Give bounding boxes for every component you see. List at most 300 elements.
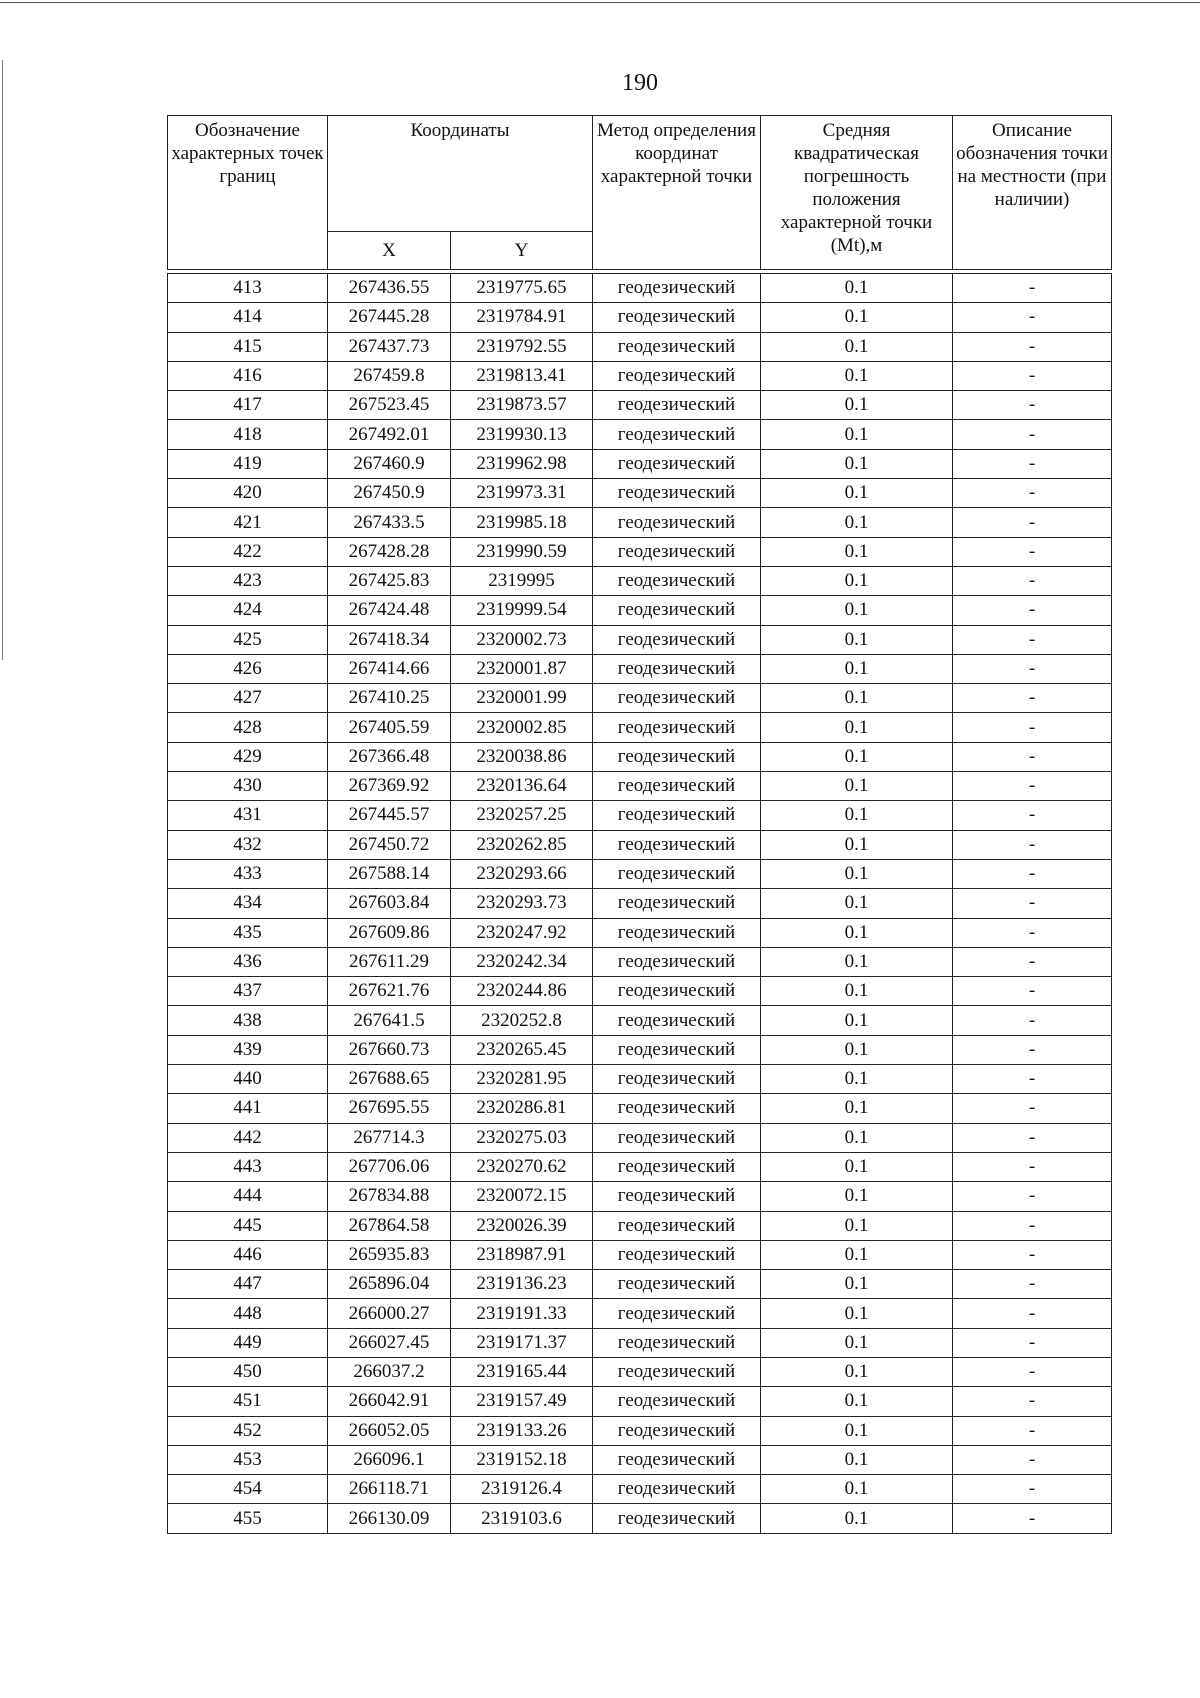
- cell-y: 2320281.95: [451, 1065, 593, 1094]
- cell-error: 0.1: [761, 508, 953, 537]
- cell-method: геодезический: [593, 449, 761, 478]
- table-row: [168, 947, 1112, 976]
- table-row: [168, 918, 1112, 947]
- cell-method: геодезический: [593, 889, 761, 918]
- cell-x: 267459.8: [328, 361, 451, 390]
- cell-x: 267436.55: [328, 274, 451, 303]
- cell-description: -: [953, 508, 1112, 537]
- cell-y: 2319999.54: [451, 596, 593, 625]
- cell-y: 2320265.45: [451, 1035, 593, 1064]
- table-row: [168, 625, 1112, 654]
- table-row: [168, 391, 1112, 420]
- cell-point: 435: [168, 918, 328, 947]
- cell-y: 2320242.34: [451, 947, 593, 976]
- cell-x: 267460.9: [328, 449, 451, 478]
- cell-y: 2318987.91: [451, 1240, 593, 1269]
- cell-error: 0.1: [761, 713, 953, 742]
- cell-method: геодезический: [593, 772, 761, 801]
- table-row: [168, 1035, 1112, 1064]
- cell-point: 446: [168, 1240, 328, 1269]
- cell-error: 0.1: [761, 1035, 953, 1064]
- cell-error: 0.1: [761, 1387, 953, 1416]
- cell-y: 2319873.57: [451, 391, 593, 420]
- cell-point: 425: [168, 625, 328, 654]
- cell-point: 450: [168, 1357, 328, 1386]
- cell-x: 266096.1: [328, 1445, 451, 1474]
- cell-method: геодезический: [593, 801, 761, 830]
- cell-description: -: [953, 479, 1112, 508]
- cell-y: 2320262.85: [451, 830, 593, 859]
- cell-point: 417: [168, 391, 328, 420]
- cell-x: 267366.48: [328, 742, 451, 771]
- table-row: [168, 889, 1112, 918]
- table-row: [168, 684, 1112, 713]
- cell-x: 267492.01: [328, 420, 451, 449]
- table-row: [168, 303, 1112, 332]
- cell-y: 2320072.15: [451, 1182, 593, 1211]
- table-row: [168, 1211, 1112, 1240]
- cell-error: 0.1: [761, 479, 953, 508]
- cell-method: геодезический: [593, 830, 761, 859]
- table-row: [168, 274, 1112, 303]
- cell-description: -: [953, 1211, 1112, 1240]
- cell-error: 0.1: [761, 742, 953, 771]
- cell-description: -: [953, 713, 1112, 742]
- table-row: [168, 1387, 1112, 1416]
- cell-error: 0.1: [761, 977, 953, 1006]
- cell-y: 2320270.62: [451, 1152, 593, 1181]
- cell-description: -: [953, 1094, 1112, 1123]
- cell-method: геодезический: [593, 947, 761, 976]
- cell-point: 437: [168, 977, 328, 1006]
- header-y: Y: [451, 232, 593, 270]
- cell-x: 267414.66: [328, 654, 451, 683]
- cell-method: геодезический: [593, 566, 761, 595]
- cell-description: -: [953, 449, 1112, 478]
- cell-error: 0.1: [761, 361, 953, 390]
- table-row: [168, 1240, 1112, 1269]
- cell-method: геодезический: [593, 1416, 761, 1445]
- cell-y: 2320002.73: [451, 625, 593, 654]
- cell-point: 454: [168, 1475, 328, 1504]
- cell-y: 2320293.73: [451, 889, 593, 918]
- cell-description: -: [953, 654, 1112, 683]
- cell-y: 2319103.6: [451, 1504, 593, 1533]
- cell-description: -: [953, 772, 1112, 801]
- table-row: [168, 801, 1112, 830]
- table-body: [168, 274, 1112, 1534]
- cell-error: 0.1: [761, 391, 953, 420]
- cell-point: 416: [168, 361, 328, 390]
- cell-method: геодезический: [593, 977, 761, 1006]
- cell-error: 0.1: [761, 332, 953, 361]
- cell-method: геодезический: [593, 1182, 761, 1211]
- cell-description: -: [953, 1387, 1112, 1416]
- cell-method: геодезический: [593, 654, 761, 683]
- cell-description: -: [953, 1065, 1112, 1094]
- cell-x: 267603.84: [328, 889, 451, 918]
- cell-y: 2320275.03: [451, 1123, 593, 1152]
- cell-point: 422: [168, 537, 328, 566]
- table-row: [168, 332, 1112, 361]
- cell-point: 423: [168, 566, 328, 595]
- cell-y: 2319157.49: [451, 1387, 593, 1416]
- cell-description: -: [953, 977, 1112, 1006]
- cell-point: 421: [168, 508, 328, 537]
- cell-method: геодезический: [593, 420, 761, 449]
- cell-point: 438: [168, 1006, 328, 1035]
- cell-x: 266037.2: [328, 1357, 451, 1386]
- cell-y: 2319962.98: [451, 449, 593, 478]
- cell-y: 2319152.18: [451, 1445, 593, 1474]
- cell-method: геодезический: [593, 303, 761, 332]
- cell-point: 427: [168, 684, 328, 713]
- cell-error: 0.1: [761, 859, 953, 888]
- table-row: [168, 1270, 1112, 1299]
- cell-description: -: [953, 1006, 1112, 1035]
- table-row: [168, 1475, 1112, 1504]
- cell-method: геодезический: [593, 479, 761, 508]
- cell-point: 449: [168, 1328, 328, 1357]
- cell-point: 431: [168, 801, 328, 830]
- cell-method: геодезический: [593, 508, 761, 537]
- cell-error: 0.1: [761, 625, 953, 654]
- cell-y: 2320038.86: [451, 742, 593, 771]
- cell-error: 0.1: [761, 1006, 953, 1035]
- cell-error: 0.1: [761, 449, 953, 478]
- cell-method: геодезический: [593, 1504, 761, 1533]
- cell-description: -: [953, 361, 1112, 390]
- cell-point: 419: [168, 449, 328, 478]
- table-row: [168, 537, 1112, 566]
- cell-point: 453: [168, 1445, 328, 1474]
- table-row: [168, 654, 1112, 683]
- cell-method: геодезический: [593, 1475, 761, 1504]
- header-coordinates: Координаты: [328, 116, 593, 232]
- table-row: [168, 1152, 1112, 1181]
- cell-x: 266130.09: [328, 1504, 451, 1533]
- cell-point: 441: [168, 1094, 328, 1123]
- cell-y: 2320247.92: [451, 918, 593, 947]
- cell-error: 0.1: [761, 274, 953, 303]
- table-row: [168, 1065, 1112, 1094]
- cell-method: геодезический: [593, 1065, 761, 1094]
- cell-description: -: [953, 274, 1112, 303]
- cell-y: 2319985.18: [451, 508, 593, 537]
- cell-x: 267714.3: [328, 1123, 451, 1152]
- table-row: [168, 449, 1112, 478]
- cell-method: геодезический: [593, 274, 761, 303]
- cell-error: 0.1: [761, 1182, 953, 1211]
- cell-x: 266118.71: [328, 1475, 451, 1504]
- cell-y: 2319126.4: [451, 1475, 593, 1504]
- cell-method: геодезический: [593, 391, 761, 420]
- cell-x: 267433.5: [328, 508, 451, 537]
- cell-error: 0.1: [761, 1445, 953, 1474]
- table-row: [168, 1504, 1112, 1533]
- cell-point: 414: [168, 303, 328, 332]
- cell-error: 0.1: [761, 1328, 953, 1357]
- cell-x: 266042.91: [328, 1387, 451, 1416]
- page-number: 190: [622, 70, 658, 96]
- boundary-points-table: [167, 115, 1112, 1534]
- table-row: [168, 977, 1112, 1006]
- cell-point: 442: [168, 1123, 328, 1152]
- cell-point: 448: [168, 1299, 328, 1328]
- cell-description: -: [953, 1035, 1112, 1064]
- cell-method: геодезический: [593, 332, 761, 361]
- cell-x: 266052.05: [328, 1416, 451, 1445]
- cell-x: 267425.83: [328, 566, 451, 595]
- cell-x: 267864.58: [328, 1211, 451, 1240]
- cell-point: 428: [168, 713, 328, 742]
- cell-method: геодезический: [593, 1328, 761, 1357]
- cell-y: 2320002.85: [451, 713, 593, 742]
- cell-point: 415: [168, 332, 328, 361]
- cell-error: 0.1: [761, 566, 953, 595]
- cell-point: 429: [168, 742, 328, 771]
- cell-method: геодезический: [593, 859, 761, 888]
- cell-description: -: [953, 889, 1112, 918]
- cell-point: 424: [168, 596, 328, 625]
- cell-x: 267369.92: [328, 772, 451, 801]
- cell-error: 0.1: [761, 1065, 953, 1094]
- cell-description: -: [953, 947, 1112, 976]
- cell-description: -: [953, 1123, 1112, 1152]
- cell-y: 2319995: [451, 566, 593, 595]
- cell-method: геодезический: [593, 684, 761, 713]
- cell-method: геодезический: [593, 1211, 761, 1240]
- cell-error: 0.1: [761, 1123, 953, 1152]
- cell-description: -: [953, 918, 1112, 947]
- cell-y: 2320257.25: [451, 801, 593, 830]
- cell-x: 267428.28: [328, 537, 451, 566]
- cell-x: 267695.55: [328, 1094, 451, 1123]
- cell-x: 267706.06: [328, 1152, 451, 1181]
- cell-description: -: [953, 859, 1112, 888]
- cell-method: геодезический: [593, 1299, 761, 1328]
- table-header: [168, 116, 1112, 274]
- cell-error: 0.1: [761, 1416, 953, 1445]
- cell-y: 2320136.64: [451, 772, 593, 801]
- cell-y: 2319165.44: [451, 1357, 593, 1386]
- cell-method: геодезический: [593, 713, 761, 742]
- cell-x: 267418.34: [328, 625, 451, 654]
- cell-x: 267445.28: [328, 303, 451, 332]
- cell-method: геодезический: [593, 1270, 761, 1299]
- cell-method: геодезический: [593, 1094, 761, 1123]
- cell-method: геодезический: [593, 1035, 761, 1064]
- cell-point: 455: [168, 1504, 328, 1533]
- cell-description: -: [953, 1270, 1112, 1299]
- header-description: Описание обозначения точки на местности (при наличии): [953, 116, 1112, 270]
- cell-x: 266000.27: [328, 1299, 451, 1328]
- cell-y: 2319930.13: [451, 420, 593, 449]
- cell-description: -: [953, 830, 1112, 859]
- cell-method: геодезический: [593, 1445, 761, 1474]
- table-row: [168, 859, 1112, 888]
- cell-error: 0.1: [761, 1240, 953, 1269]
- cell-description: -: [953, 1504, 1112, 1533]
- table-row: [168, 420, 1112, 449]
- cell-error: 0.1: [761, 420, 953, 449]
- table-row: [168, 742, 1112, 771]
- cell-x: 266027.45: [328, 1328, 451, 1357]
- table-row: [168, 479, 1112, 508]
- cell-description: -: [953, 1240, 1112, 1269]
- cell-point: 418: [168, 420, 328, 449]
- cell-method: геодезический: [593, 1152, 761, 1181]
- left-edge-line: [2, 60, 3, 660]
- table-row: [168, 566, 1112, 595]
- cell-error: 0.1: [761, 801, 953, 830]
- cell-x: 265896.04: [328, 1270, 451, 1299]
- cell-y: 2319784.91: [451, 303, 593, 332]
- cell-description: -: [953, 625, 1112, 654]
- cell-x: 265935.83: [328, 1240, 451, 1269]
- cell-description: -: [953, 801, 1112, 830]
- cell-error: 0.1: [761, 918, 953, 947]
- table-row: [168, 508, 1112, 537]
- cell-x: 267410.25: [328, 684, 451, 713]
- table-row: [168, 830, 1112, 859]
- cell-y: 2320001.87: [451, 654, 593, 683]
- cell-y: 2319775.65: [451, 274, 593, 303]
- cell-method: геодезический: [593, 361, 761, 390]
- cell-method: геодезический: [593, 742, 761, 771]
- cell-y: 2320026.39: [451, 1211, 593, 1240]
- cell-point: 413: [168, 274, 328, 303]
- cell-point: 433: [168, 859, 328, 888]
- cell-point: 426: [168, 654, 328, 683]
- cell-x: 267424.48: [328, 596, 451, 625]
- cell-y: 2320286.81: [451, 1094, 593, 1123]
- table-row: [168, 361, 1112, 390]
- cell-description: -: [953, 1445, 1112, 1474]
- cell-method: геодезический: [593, 1387, 761, 1416]
- table-row: [168, 1357, 1112, 1386]
- cell-description: -: [953, 742, 1112, 771]
- cell-method: геодезический: [593, 1357, 761, 1386]
- cell-error: 0.1: [761, 889, 953, 918]
- cell-point: 440: [168, 1065, 328, 1094]
- cell-x: 267688.65: [328, 1065, 451, 1094]
- cell-method: геодезический: [593, 1006, 761, 1035]
- cell-point: 444: [168, 1182, 328, 1211]
- cell-x: 267834.88: [328, 1182, 451, 1211]
- cell-point: 451: [168, 1387, 328, 1416]
- cell-description: -: [953, 1416, 1112, 1445]
- cell-description: -: [953, 1328, 1112, 1357]
- table-row: [168, 1445, 1112, 1474]
- cell-point: 439: [168, 1035, 328, 1064]
- cell-y: 2319191.33: [451, 1299, 593, 1328]
- cell-y: 2319171.37: [451, 1328, 593, 1357]
- cell-error: 0.1: [761, 1094, 953, 1123]
- cell-y: 2319136.23: [451, 1270, 593, 1299]
- cell-y: 2320252.8: [451, 1006, 593, 1035]
- header-x: X: [328, 232, 451, 270]
- cell-point: 452: [168, 1416, 328, 1445]
- table-row: [168, 1006, 1112, 1035]
- cell-error: 0.1: [761, 684, 953, 713]
- table-row: [168, 1328, 1112, 1357]
- cell-description: -: [953, 684, 1112, 713]
- cell-x: 267405.59: [328, 713, 451, 742]
- cell-error: 0.1: [761, 1299, 953, 1328]
- cell-error: 0.1: [761, 1152, 953, 1181]
- cell-description: -: [953, 391, 1112, 420]
- table-row: [168, 772, 1112, 801]
- cell-error: 0.1: [761, 596, 953, 625]
- table-row: [168, 1299, 1112, 1328]
- cell-method: геодезический: [593, 918, 761, 947]
- cell-y: 2319813.41: [451, 361, 593, 390]
- cell-point: 443: [168, 1152, 328, 1181]
- cell-description: -: [953, 303, 1112, 332]
- cell-description: -: [953, 1357, 1112, 1386]
- cell-error: 0.1: [761, 830, 953, 859]
- cell-error: 0.1: [761, 1270, 953, 1299]
- cell-point: 436: [168, 947, 328, 976]
- cell-point: 420: [168, 479, 328, 508]
- cell-error: 0.1: [761, 303, 953, 332]
- cell-description: -: [953, 1152, 1112, 1181]
- cell-x: 267660.73: [328, 1035, 451, 1064]
- cell-error: 0.1: [761, 537, 953, 566]
- cell-x: 267588.14: [328, 859, 451, 888]
- header-method: Метод определения координат характерной точки: [593, 116, 761, 270]
- cell-x: 267609.86: [328, 918, 451, 947]
- cell-x: 267437.73: [328, 332, 451, 361]
- table-row: [168, 1416, 1112, 1445]
- cell-y: 2319973.31: [451, 479, 593, 508]
- cell-point: 430: [168, 772, 328, 801]
- table-row: [168, 1123, 1112, 1152]
- cell-x: 267445.57: [328, 801, 451, 830]
- cell-x: 267611.29: [328, 947, 451, 976]
- cell-error: 0.1: [761, 947, 953, 976]
- cell-description: -: [953, 420, 1112, 449]
- cell-error: 0.1: [761, 1504, 953, 1533]
- cell-y: 2319792.55: [451, 332, 593, 361]
- cell-y: 2319990.59: [451, 537, 593, 566]
- cell-x: 267450.9: [328, 479, 451, 508]
- cell-error: 0.1: [761, 654, 953, 683]
- table-row: [168, 1182, 1112, 1211]
- cell-error: 0.1: [761, 1211, 953, 1240]
- cell-y: 2319133.26: [451, 1416, 593, 1445]
- table-row: [168, 713, 1112, 742]
- cell-method: геодезический: [593, 1123, 761, 1152]
- cell-error: 0.1: [761, 1475, 953, 1504]
- cell-y: 2320293.66: [451, 859, 593, 888]
- cell-description: -: [953, 537, 1112, 566]
- cell-description: -: [953, 332, 1112, 361]
- cell-x: 267641.5: [328, 1006, 451, 1035]
- cell-x: 267621.76: [328, 977, 451, 1006]
- cell-point: 445: [168, 1211, 328, 1240]
- table-row: [168, 596, 1112, 625]
- cell-description: -: [953, 596, 1112, 625]
- cell-description: -: [953, 1182, 1112, 1211]
- cell-description: -: [953, 1475, 1112, 1504]
- table-row: [168, 1094, 1112, 1123]
- cell-x: 267523.45: [328, 391, 451, 420]
- cell-method: геодезический: [593, 596, 761, 625]
- top-edge-line: [0, 2, 1200, 3]
- cell-y: 2320001.99: [451, 684, 593, 713]
